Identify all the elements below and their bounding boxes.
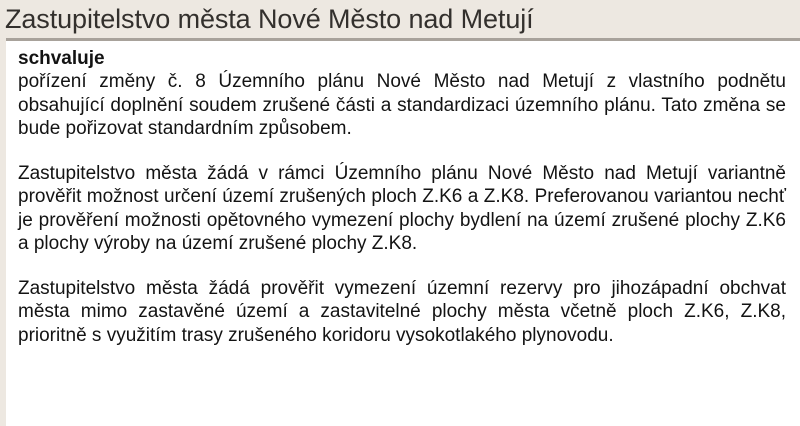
document-title: Zastupitelstvo města Nové Město nad Metují <box>5 4 534 34</box>
resolution-paragraph-3: Zastupitelstvo města žádá prověřit vymezení územní rezervy pro jihozápadní obchvat města mimo zastavěné území a zastavitelné plochy města včetně ploch Z.K6, Z.K8, prioritně s využitím trasy zrušeného koridoru vysokotlakého plynovodu. <box>18 277 786 346</box>
resolution-heading: schvaluje <box>18 48 105 69</box>
resolution-paragraph-1: pořízení změny č. 8 Územního plánu Nové Město nad Metují z vlastního podnětu obsahující doplnění soudem zrušené části a standardizaci územního plánu. Tato změna se bude pořizovat standardním způsobem. <box>18 71 786 139</box>
resolution-paragraph-2: Zastupitelstvo města žádá v rámci Územního plánu Nové Město nad Metují variantně prověřit možnost určení území zrušených ploch Z.K6 a Z.K8. Preferovanou variantou nechť je prověření možnosti opětovného vymezení plochy bydlení na území zrušené plochy Z.K6 a plochy výroby na území zrušené plochy Z.K8. <box>18 162 786 254</box>
resolution-panel <box>6 41 800 426</box>
